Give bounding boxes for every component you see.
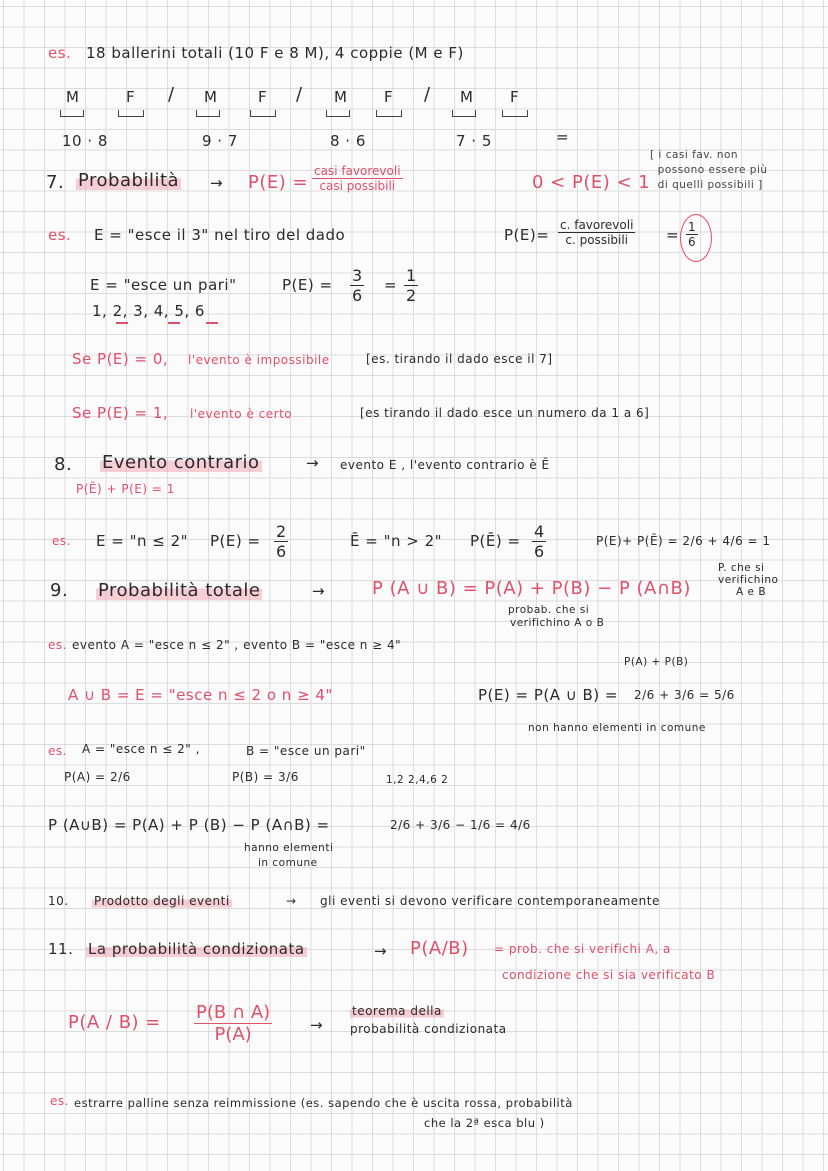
arrow: → [374,942,388,960]
example-value: P(A) = 2/6 [64,770,131,784]
pair-values: 9 · 7 [202,132,238,150]
sum-formula: P(E)+ P(Ē) = 2/6 + 4/6 = 1 [596,534,771,548]
bracket [452,110,476,117]
fraction-numerator: casi favorevoli [314,164,401,178]
fraction-denominator: 6 [688,235,696,249]
definition: = prob. che si verifichi A, a [494,942,671,956]
section-title: Probabilità totale [98,580,261,601]
bracket-note: [es. tirando il dado esce il 7] [366,352,553,366]
fraction-denominator: c. possibili [565,233,629,247]
ballerini-text: 18 ballerini totali (10 F e 8 M), 4 coppie (M e F) [86,44,464,62]
fraction-denominator: casi possibili [319,179,396,193]
pair-values: 8 · 6 [330,132,366,150]
equals-sign: = [556,128,570,146]
es-label: es. [50,1094,69,1108]
note-bracket: [ i casi fav. non possono essere più di quelli possibili ] [650,149,768,191]
formula: P (A ∪ B) = P(A) + P(B) − P (A∩B) [372,578,691,599]
bracket [250,110,276,117]
pair-values: 7 · 5 [456,132,492,150]
note: P(A) + P(B) [624,656,689,668]
es-label: es. [52,534,71,548]
pair-separator: / [168,84,175,105]
pair-label: F [258,88,268,106]
fraction [404,266,418,305]
bracket [326,110,350,117]
note: hanno elementi [244,842,334,854]
pair-label: M [204,88,218,106]
section-title: Prodotto degli eventi [94,894,230,908]
note: non hanno elementi in comune [528,722,706,734]
fraction-numerator: 3 [352,266,363,285]
arrow: → [210,174,224,192]
section-number: 9. [50,580,69,601]
calculation: 2/6 + 3/6 = 5/6 [634,688,735,702]
underline [206,322,218,324]
pair-separator: / [296,84,303,105]
bracket [502,110,528,117]
fraction [274,522,288,561]
fraction [532,522,546,561]
fraction-numerator: c. favorevoli [560,218,634,232]
formula: P(Ē) + P(E) = 1 [76,482,175,496]
section-text: gli eventi si devono verificare contemporaneamente [320,894,660,908]
equals-sign: = [666,226,680,244]
bracket [60,110,84,117]
pair-label: F [126,88,136,106]
fraction [194,1002,272,1045]
note: 1,2 2,4,6 2 [386,774,449,786]
note: A e B [736,586,767,598]
formula: P(A / B) = [68,1012,161,1033]
note: verifichino A o B [510,617,605,629]
rule-text: l'evento è impossibile [188,353,330,367]
arrow: → [306,454,320,472]
bracket [118,110,144,117]
formula-pe: P(Ē) = [470,532,521,550]
underline [116,322,128,324]
fraction-denominator: 6 [276,542,287,561]
section-number: 11. [48,940,74,958]
bracket [196,110,220,117]
theorem-label: teorema della [352,1004,442,1018]
section-title: Evento contrario [102,452,260,473]
probability-range: 0 < P(E) < 1 [532,172,651,193]
fraction-denominator: 2 [406,286,417,305]
bracket [376,110,402,117]
arrow: → [310,1016,324,1034]
fraction-numerator: 1 [406,266,417,285]
section-number: 8. [54,454,73,475]
pair-label: M [66,88,80,106]
equals-sign: = [384,276,398,294]
formula-pe: P(E)= [504,226,550,244]
example-text: E = "n ≤ 2" [96,532,189,550]
section-title: La probabilità condizionata [88,940,305,958]
formula-pe: P(E) = [248,172,309,193]
fraction [558,218,635,247]
arrow: → [312,582,326,600]
calculation: 2/6 + 3/6 − 1/6 = 4/6 [390,818,531,832]
formula: P (A∪B) = P(A) + P (B) − P (A∩B) = [48,816,330,834]
formula-pe: P(E) = P(A ∪ B) = [478,686,618,704]
pair-label: M [334,88,348,106]
example-value: P(B) = 3/6 [232,770,299,784]
example-text: Ē = "n > 2" [350,532,443,550]
pair-separator: / [424,84,431,105]
example-text: estrarre palline senza reimmissione (es. sapendo che è uscita rossa, probabilità [74,1096,573,1110]
definition: condizione che si sia verificato B [502,968,716,982]
rule-text: Se P(E) = 1, [72,404,169,422]
formula-pe: P(E) = [210,532,261,550]
fraction-denominator: P(A) [214,1024,252,1045]
formula: P(A/B) [410,938,469,959]
note: P. che si [718,562,765,574]
example-text: E = "esce il 3" nel tiro del dado [94,226,346,244]
pair-label: F [384,88,394,106]
example-text: che la 2ª esca blu ) [424,1116,545,1130]
fraction-denominator: 6 [534,542,545,561]
pair-label: M [460,88,474,106]
note: probab. che si [508,604,590,616]
es-label: es. [48,638,67,652]
number-list: 1, 2, 3, 4, 5, 6 [92,302,205,320]
rule-text: Se P(E) = 0, [72,350,169,368]
bracket-note: [es tirando il dado esce un numero da 1 a 6] [360,406,650,420]
example-text: evento A = "esce n ≤ 2" , evento B = "esce n ≥ 4" [72,638,402,652]
fraction-numerator: 4 [534,522,545,541]
note: in comune [258,857,318,869]
es-label: es. [48,44,72,62]
es-label: es. [48,226,72,244]
fraction-numerator: 2 [276,522,287,541]
es-label: es. [48,744,67,758]
theorem-label: probabilità condizionata [350,1022,507,1036]
example-text: A = "esce n ≤ 2" , [82,742,200,756]
fraction-numerator: P(B ∩ A) [196,1002,271,1023]
pair-label: F [510,88,520,106]
fraction-numerator: 1 [688,220,696,234]
example-text: A ∪ B = E = "esce n ≤ 2 o n ≥ 4" [68,686,333,704]
fraction [686,220,698,249]
pair-values: 10 · 8 [62,132,108,150]
underline [168,322,180,324]
fraction [350,266,364,305]
section-title: Probabilità [78,170,180,191]
fraction-denominator: 6 [352,286,363,305]
section-number: 10. [48,894,69,908]
note: verifichino [718,574,779,586]
section-text: evento E , l'evento contrario è Ē [340,458,550,472]
example-text: B = "esce un pari" [246,744,366,758]
example-text: E = "esce un pari" [90,276,237,294]
section-number: 7. [46,172,65,193]
arrow: → [286,894,297,908]
fraction [312,164,403,193]
rule-text: l'evento è certo [190,407,293,421]
formula-pe: P(E) = [282,276,333,294]
